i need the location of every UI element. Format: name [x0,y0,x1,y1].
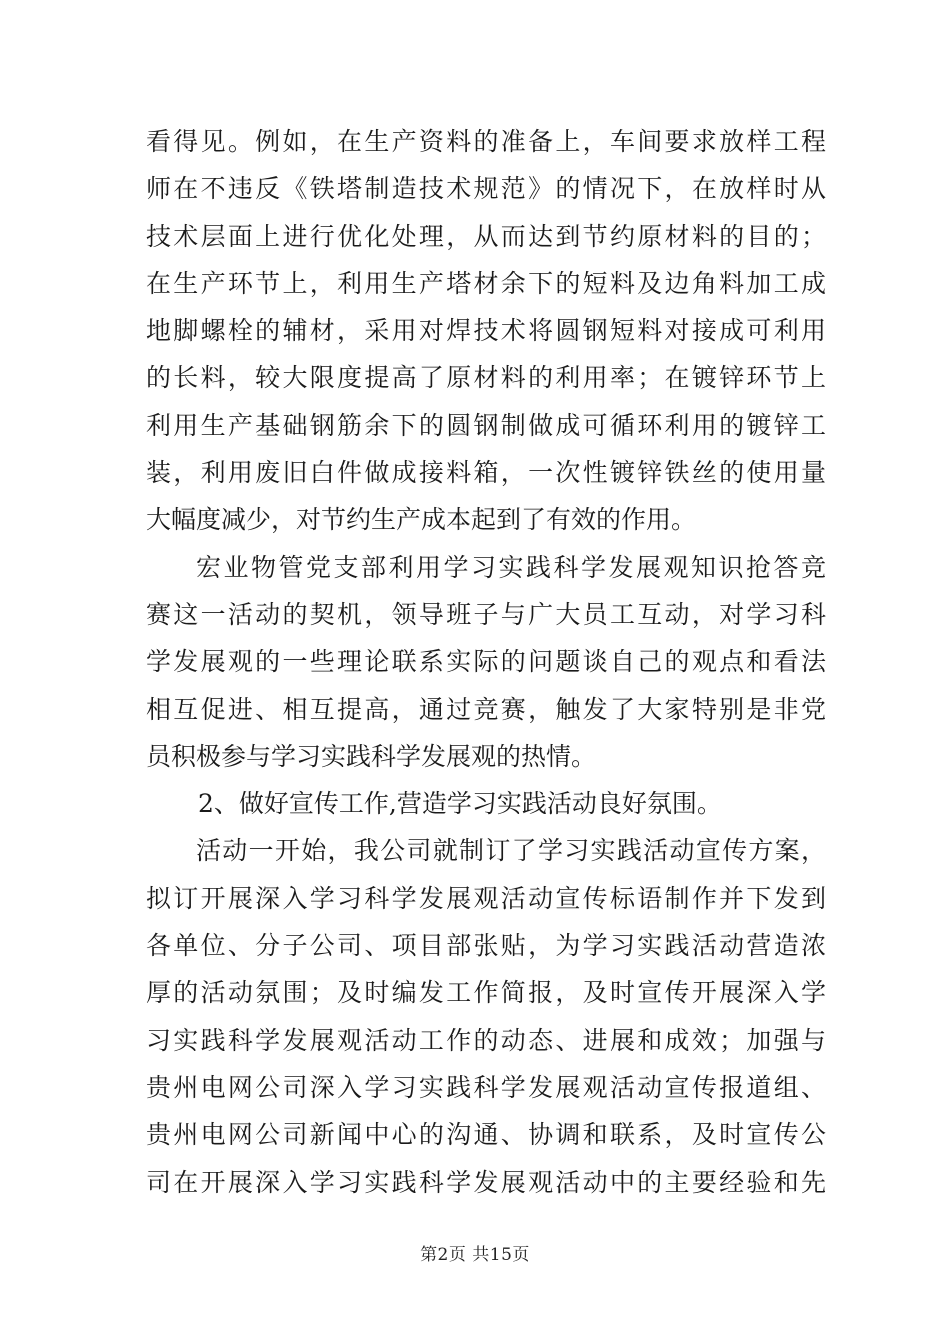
text-line: 学发展观的一些理论联系实际的问题谈自己的观点和看法 [146,647,826,677]
text-line: 技术层面上进行优化处理，从而达到节约原材料的目的； [146,221,826,251]
text-line: 的长料，较大限度提高了原材料的利用率；在镀锌环节上 [146,363,826,393]
text-line: 贵州电网公司深入学习实践科学发展观活动宣传报道组、 [146,1072,826,1102]
text-line: 各单位、分子公司、项目部张贴，为学习实践活动营造浓 [146,931,826,961]
text-line: 装，利用废旧白件做成接料箱，一次性镀锌铁丝的使用量 [146,458,826,488]
text-line: 赛这一活动的契机，领导班子与广大员工互动，对学习科 [146,599,826,629]
text-line: 相互促进、相互提高，通过竞赛，触发了大家特别是非党 [146,694,826,724]
text-line: 拟订开展深入学习科学发展观活动宣传标语制作并下发到 [146,883,826,913]
page-number-footer: 第2页 共15页 [420,1245,530,1265]
text-line: 司在开展深入学习实践科学发展观活动中的主要经验和先 [146,1167,826,1197]
text-line: 在生产环节上，利用生产塔材余下的短料及边角料加工成 [146,268,826,298]
text-line: 厚的活动氛围；及时编发工作简报，及时宣传开展深入学 [146,978,826,1008]
text-line: 地脚螺栓的辅材，采用对焊技术将圆钢短料对接成可利用 [146,316,826,346]
text-line: 师在不违反《铁塔制造技术规范》的情况下，在放样时从 [146,174,826,204]
paragraph-first-line: 宏业物管党支部利用学习实践科学发展观知识抢答竞 [196,552,826,582]
text-line: 习实践科学发展观活动工作的动态、进展和成效；加强与 [146,1025,826,1055]
text-line: 员积极参与学习实践科学发展观的热情。 [146,741,597,771]
paragraph-first-line: 活动一开始，我公司就制订了学习实践活动宣传方案， [196,836,826,866]
document-body [146,118,826,1206]
text-line: 贵州电网公司新闻中心的沟通、协调和联系，及时宣传公 [146,1120,826,1150]
text-line: 利用生产基础钢筋余下的圆钢制做成可循环利用的镀锌工 [146,410,826,440]
text-line: 看得见。例如，在生产资料的准备上，车间要求放样工程 [146,127,826,156]
section-heading: 2、做好宣传工作,营造学习实践活动良好氛围。 [198,789,722,819]
text-line: 大幅度减少，对节约生产成本起到了有效的作用。 [146,505,697,535]
